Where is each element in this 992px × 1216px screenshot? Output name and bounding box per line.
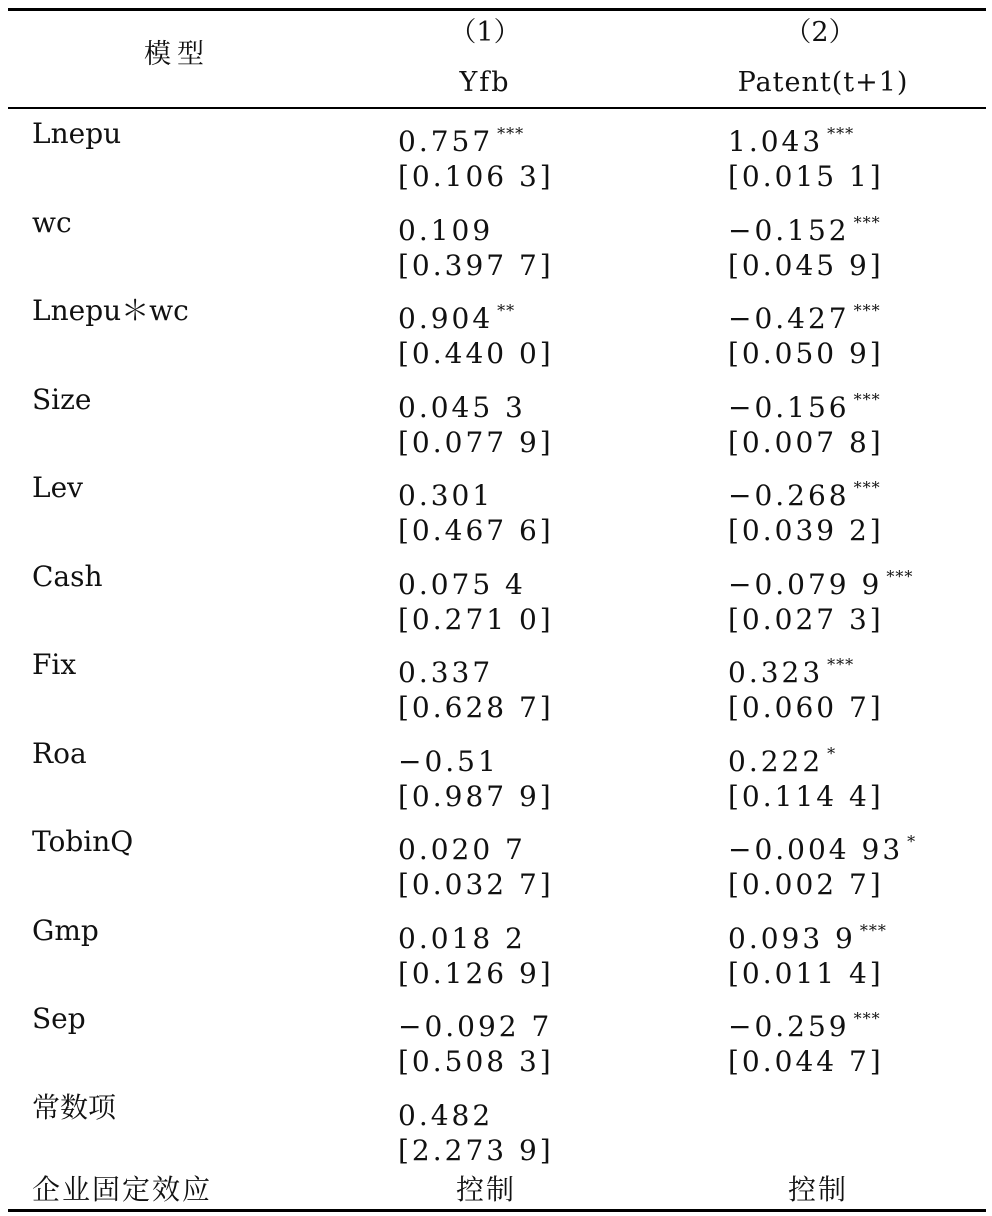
col1-coefficient: −0.092 7 bbox=[398, 1010, 553, 1043]
col2-standard-error: [0.045 9] bbox=[728, 248, 884, 282]
col2-significance: *** bbox=[827, 124, 855, 143]
col1-standard-error: [0.271 0] bbox=[398, 602, 554, 636]
table-row bbox=[0, 201, 992, 290]
variable-label: Gmp bbox=[32, 913, 99, 947]
variable-label: wc bbox=[32, 205, 72, 239]
col2-standard-error: [0.002 7] bbox=[728, 868, 884, 901]
coefficient-line bbox=[0, 289, 992, 333]
table-row bbox=[0, 289, 992, 378]
table-row bbox=[0, 1086, 992, 1175]
variable-label: Cash bbox=[32, 559, 103, 593]
standard-error-line bbox=[0, 1040, 992, 1084]
coefficient-line bbox=[0, 1086, 992, 1130]
header-model-label: 模型 bbox=[144, 39, 210, 70]
col2-coefficient: −0.427 *** bbox=[728, 301, 881, 335]
col2-standard-error: [0.007 8] bbox=[728, 425, 884, 459]
col1-standard-error: [0.467 6] bbox=[398, 514, 554, 547]
col1-standard-error: [0.106 3] bbox=[398, 160, 554, 193]
header-col2-name: Patent(t+1) bbox=[737, 67, 909, 98]
coefficient-line bbox=[0, 378, 992, 422]
col2-coefficient: 1.043 *** bbox=[728, 124, 855, 158]
col2-significance: *** bbox=[827, 655, 855, 674]
table-row bbox=[0, 378, 992, 467]
col1-standard-error: [0.508 3] bbox=[398, 1045, 554, 1078]
col2-standard-error: [0.027 3] bbox=[728, 602, 884, 636]
col2-significance: *** bbox=[853, 301, 881, 320]
bottom-rule bbox=[8, 1209, 986, 1212]
fixed-effects-label: 企业固定效应 bbox=[32, 1173, 213, 1206]
col2-significance: *** bbox=[859, 920, 887, 940]
coefficient-line bbox=[0, 820, 992, 864]
col1-coefficient: 0.018 2 bbox=[398, 921, 526, 955]
col1-coefficient: 0.109 bbox=[398, 213, 494, 247]
variable-label: Roa bbox=[32, 736, 87, 770]
col1-coefficient: 0.075 4 bbox=[398, 567, 526, 601]
variable-label: 常数项 bbox=[32, 1090, 117, 1124]
col1-significance: ** bbox=[497, 301, 516, 320]
col1-coefficient: 0.757 *** bbox=[398, 124, 525, 158]
col2-coefficient: 0.222 * bbox=[728, 743, 837, 778]
fixed-effects-col1: 控制 bbox=[456, 1173, 517, 1206]
standard-error-line bbox=[0, 598, 992, 642]
col2-coefficient: −0.152 *** bbox=[728, 212, 881, 247]
table-row bbox=[0, 112, 992, 201]
col1-standard-error: [0.397 7] bbox=[398, 248, 554, 282]
col1-coefficient: 0.045 3 bbox=[398, 390, 526, 424]
col2-coefficient: −0.004 93 * bbox=[728, 832, 917, 866]
variable-label: Fix bbox=[32, 648, 77, 681]
col2-standard-error: [0.044 7] bbox=[728, 1045, 884, 1078]
variable-label: TobinQ bbox=[32, 825, 134, 858]
col1-coefficient: 0.301 bbox=[398, 479, 494, 512]
col2-significance: *** bbox=[886, 566, 914, 586]
col2-coefficient: −0.268 *** bbox=[728, 478, 881, 512]
regression-rows bbox=[0, 112, 992, 1174]
header-col1-name: Yfb bbox=[459, 67, 511, 98]
coefficient-line bbox=[0, 732, 992, 776]
col1-standard-error: [0.126 9] bbox=[398, 956, 554, 990]
coefficient-line bbox=[0, 643, 992, 687]
fixed-effects-col2: 控制 bbox=[788, 1173, 849, 1206]
table-row bbox=[0, 909, 992, 998]
standard-error-line bbox=[0, 1129, 992, 1173]
col1-standard-error: [0.440 0] bbox=[398, 337, 554, 370]
standard-error-line bbox=[0, 863, 992, 907]
col1-standard-error: [0.987 9] bbox=[398, 779, 554, 813]
variable-label: Lev bbox=[32, 471, 83, 504]
col1-coefficient: 0.482 bbox=[398, 1098, 494, 1132]
variable-label: Sep bbox=[32, 1002, 86, 1035]
col2-significance: *** bbox=[853, 389, 881, 409]
header-col2-number: （2） bbox=[784, 17, 856, 48]
col2-coefficient: −0.259 *** bbox=[728, 1009, 881, 1043]
col2-coefficient: −0.079 9 *** bbox=[728, 566, 914, 601]
col2-significance: *** bbox=[853, 1009, 881, 1028]
col1-standard-error: [0.077 9] bbox=[398, 425, 554, 459]
coefficient-line bbox=[0, 112, 992, 156]
standard-error-line bbox=[0, 155, 992, 199]
standard-error-line bbox=[0, 952, 992, 996]
standard-error-line bbox=[0, 244, 992, 288]
col2-standard-error: [0.050 9] bbox=[728, 337, 884, 370]
coefficient-line bbox=[0, 555, 992, 599]
coefficient-line bbox=[0, 909, 992, 953]
col2-coefficient: 0.323 *** bbox=[728, 655, 855, 689]
col2-significance: * bbox=[827, 743, 837, 763]
fixed-effects-row bbox=[0, 1170, 992, 1210]
table-row bbox=[0, 643, 992, 732]
coefficient-line bbox=[0, 201, 992, 245]
standard-error-line bbox=[0, 421, 992, 465]
col2-significance: *** bbox=[853, 478, 881, 497]
coefficient-line bbox=[0, 997, 992, 1041]
col1-coefficient: 0.904 ** bbox=[398, 301, 516, 335]
variable-label: Size bbox=[32, 382, 92, 416]
coefficient-line bbox=[0, 466, 992, 510]
table-row bbox=[0, 997, 992, 1086]
col2-standard-error: [0.015 1] bbox=[728, 160, 884, 193]
header-col1-number: （1） bbox=[449, 17, 521, 48]
standard-error-line bbox=[0, 686, 992, 730]
variable-label: Lnepu＊wc bbox=[32, 294, 189, 327]
col2-coefficient: 0.093 9 *** bbox=[728, 920, 887, 955]
col1-standard-error: [0.032 7] bbox=[398, 868, 554, 901]
standard-error-line bbox=[0, 332, 992, 376]
header-rule bbox=[8, 107, 986, 109]
col1-coefficient: 0.337 bbox=[398, 656, 494, 689]
col1-standard-error: [2.273 9] bbox=[398, 1133, 554, 1167]
col2-standard-error: [0.114 4] bbox=[728, 779, 884, 813]
col1-coefficient: −0.51 bbox=[398, 744, 499, 778]
col2-standard-error: [0.039 2] bbox=[728, 514, 884, 547]
top-rule bbox=[8, 8, 986, 11]
table-row bbox=[0, 732, 992, 821]
col2-significance: *** bbox=[853, 212, 881, 232]
col1-significance: *** bbox=[497, 124, 525, 143]
col1-coefficient: 0.020 7 bbox=[398, 833, 526, 866]
standard-error-line bbox=[0, 775, 992, 819]
table-row bbox=[0, 820, 992, 909]
col2-standard-error: [0.060 7] bbox=[728, 691, 884, 724]
standard-error-line bbox=[0, 509, 992, 553]
table-row bbox=[0, 466, 992, 555]
col2-standard-error: [0.011 4] bbox=[728, 956, 884, 990]
table-row bbox=[0, 555, 992, 644]
col2-coefficient: −0.156 *** bbox=[728, 389, 881, 424]
col2-significance: * bbox=[907, 832, 917, 851]
variable-label: Lnepu bbox=[32, 117, 122, 150]
col1-standard-error: [0.628 7] bbox=[398, 691, 554, 724]
